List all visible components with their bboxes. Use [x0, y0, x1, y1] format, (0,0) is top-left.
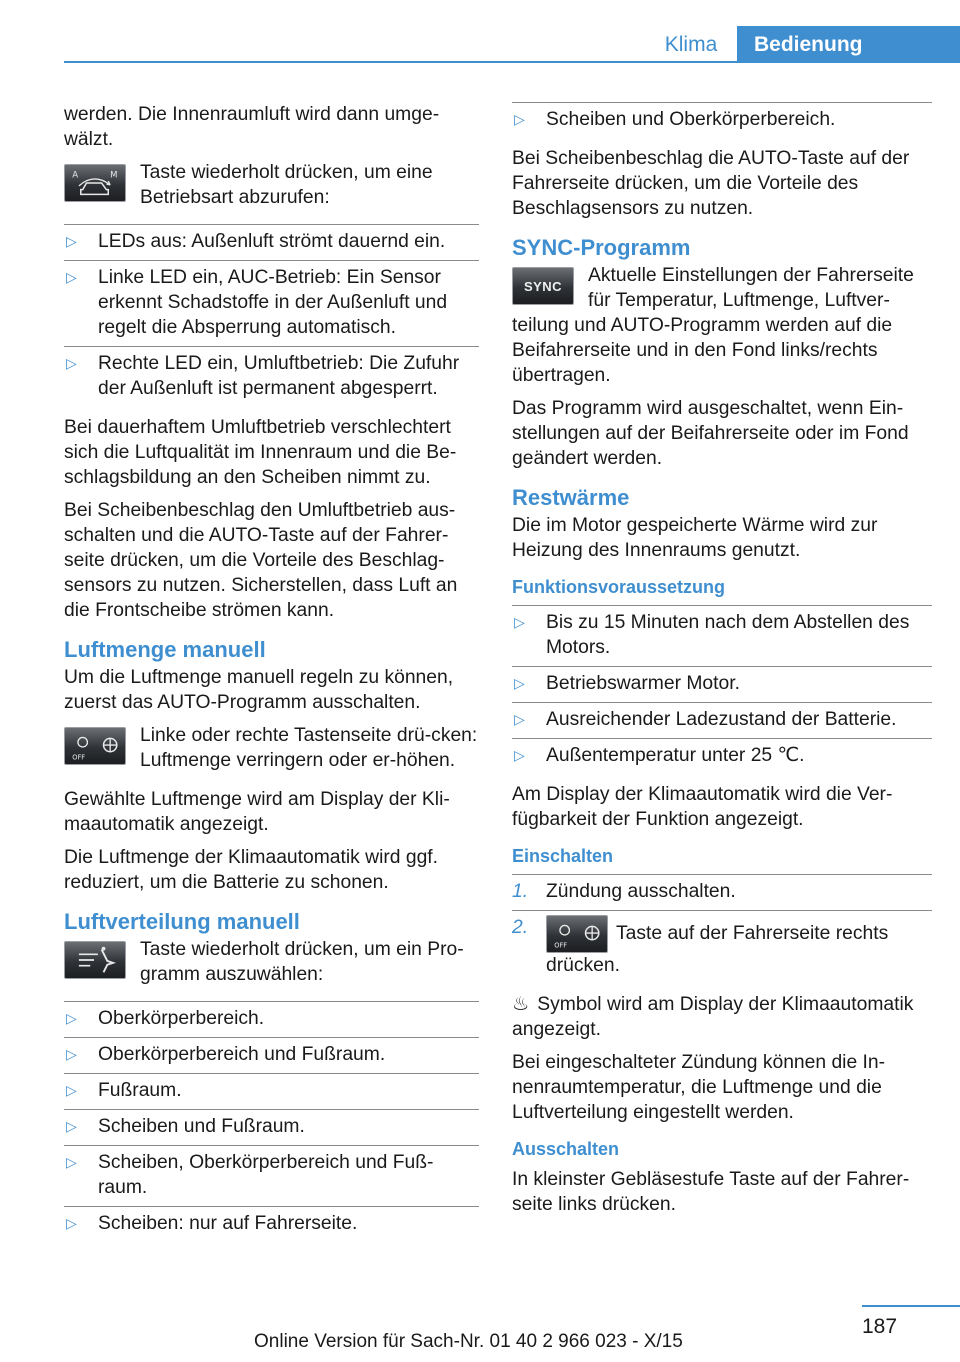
list-bullet-triangle-icon: ▷ [514, 711, 525, 727]
list-item: ▷ Betriebswarmer Motor. [512, 666, 932, 702]
svg-text:OFF: OFF [554, 941, 568, 950]
list-item: ▷ Bis zu 15 Minuten nach dem Abstellen des Motors. [512, 605, 932, 666]
footer-rule [862, 1305, 960, 1307]
steps-list [512, 874, 932, 984]
heading-luftmenge: Luftmenge manuell [64, 637, 266, 662]
list-item: ▷ Rechte LED ein, Umluftbetrieb: Die Zufuhr der Außenluft ist permanent abgesperrt. [64, 346, 479, 407]
list-item: ▷ Scheiben und Fußraum. [64, 1109, 479, 1145]
list-item: ▷ LEDs aus: Außenluft strömt dauernd ein. [64, 224, 479, 260]
list-bullet-triangle-icon: ▷ [514, 614, 525, 630]
fan-button-icon [64, 727, 126, 765]
footer-text: Online Version für Sach-Nr. 01 40 2 966 023 - X/15 [254, 1331, 683, 1352]
paragraph: Bei dauerhaftem Umluftbetrieb verschlechtert sich die Luftqualität im Innenraum und die Be‐schlagsbildung an den Scheiben nimmt zu. [64, 417, 457, 488]
distribution-instruction [64, 937, 479, 987]
sync-button-icon [512, 267, 574, 305]
heading-luftverteilung: Luftverteilung manuell [64, 909, 300, 934]
step-number: 1. [512, 881, 529, 902]
paragraph: Aktuelle Einstellungen der Fahrerseite für Temperatur, Luftmenge, Luftver‐teilung und AUTO-Programm werden auf die Beifahrerseite und in den Fond links/rechts übertragen. [512, 265, 914, 386]
distribution-list-continued [512, 102, 932, 138]
svg-text:OFF: OFF [72, 753, 86, 762]
list-bullet-triangle-icon: ▷ [66, 1010, 77, 1026]
svg-text:A: A [72, 170, 79, 181]
paragraph: Die Luftmenge der Klimaautomatik wird ggf. reduziert, um die Batterie zu schonen. [64, 847, 439, 893]
heading-ausschalten: Ausschalten [512, 1139, 620, 1159]
list-bullet-triangle-icon: ▷ [66, 1118, 77, 1134]
paragraph: Die im Motor gespeicherte Wärme wird zur Heizung des Innenraums genutzt. [512, 515, 878, 561]
right-column [512, 102, 932, 1225]
paragraph: In kleinster Gebläsestufe Taste auf der Fahrer‐seite links drücken. [512, 1169, 910, 1215]
paragraph: Taste wiederholt drücken, um ein Pro‐gramm auszuwählen: [140, 939, 464, 985]
list-item: ▷ Scheiben, Oberkörperbereich und Fuß‐raum. [64, 1145, 479, 1206]
sync-instruction [512, 263, 932, 388]
heading-sync: SYNC-Programm [512, 235, 691, 260]
heat-symbol-icon: ♨ [512, 994, 530, 1015]
list-bullet-triangle-icon: ▷ [514, 675, 525, 691]
paragraph: Bei Scheibenbeschlag die AUTO-Taste auf der Fahrerseite drücken, um die Vorteile des Beschlagsensors zu nutzen. [512, 148, 910, 219]
step-item: 1. Zündung ausschalten. [512, 874, 932, 910]
paragraph: Bei Scheibenbeschlag den Umluftbetrieb aus‐schalten und die AUTO-Taste auf der Fahrer‐seite drücken, um die Vorteile des Beschlag‐sensors zu nutzen. Sicherstellen, dass Luft an die Frontscheibe strömen kann. [64, 500, 458, 621]
header-rule [64, 61, 960, 63]
list-bullet-triangle-icon: ▷ [66, 1082, 77, 1098]
paragraph: Um die Luftmenge manuell regeln zu können, zuerst das AUTO-Programm ausschalten. [64, 667, 454, 713]
list-item: ▷ Scheiben: nur auf Fahrerseite. [64, 1206, 479, 1242]
heading-funktionsvoraussetzung: Funktionsvoraussetzung [512, 577, 726, 597]
air-distribution-button-icon [64, 941, 126, 979]
list-bullet-triangle-icon: ▷ [66, 355, 77, 371]
paragraph: Taste wiederholt drücken, um eine Betriebsart abzurufen: [140, 162, 433, 208]
list-bullet-triangle-icon: ▷ [66, 269, 77, 285]
list-item: ▷ Oberkörperbereich und Fußraum. [64, 1037, 479, 1073]
list-bullet-triangle-icon: ▷ [514, 111, 525, 127]
left-column [64, 102, 479, 1250]
list-bullet-triangle-icon: ▷ [66, 1215, 77, 1231]
list-bullet-triangle-icon: ▷ [66, 233, 77, 249]
page-number: 187 [862, 1315, 898, 1338]
paragraph: Am Display der Klimaautomatik wird die Ver‐fügbarkeit der Funktion angezeigt. [512, 784, 893, 830]
paragraph: ♨ Symbol wird am Display der Klimaautomatik angezeigt. [512, 994, 914, 1040]
recirculation-instruction [64, 160, 479, 210]
tab-bedienung: Bedienung [737, 26, 960, 63]
fan-button-icon [546, 915, 608, 953]
paragraph: Gewählte Luftmenge wird am Display der Kli‐maautomatik angezeigt. [64, 789, 450, 835]
list-bullet-triangle-icon: ▷ [66, 1154, 77, 1170]
list-item: ▷ Linke LED ein, AUC-Betrieb: Ein Sensor erkennt Schadstoffe in der Außenluft und regelt die Absperrung automatisch. [64, 260, 479, 346]
mode-list [64, 224, 479, 407]
paragraph: werden. Die Innenraumluft wird dann umge‐wälzt. [64, 104, 440, 150]
heading-einschalten: Einschalten [512, 846, 614, 866]
paragraph: Linke oder rechte Tastenseite drü‐cken: Luftmenge verringern oder er‐höhen. [140, 725, 478, 771]
requirements-list [512, 605, 932, 774]
paragraph: Das Programm wird ausgeschaltet, wenn Ein‐stellungen auf der Beifahrerseite oder im Fond geändert werden. [512, 398, 909, 469]
recirculation-button-icon [64, 164, 126, 202]
list-item: ▷ Oberkörperbereich. [64, 1001, 479, 1037]
list-item: ▷ Ausreichender Ladezustand der Batterie. [512, 702, 932, 738]
svg-text:M: M [110, 170, 118, 181]
list-item: ▷ Fußraum. [64, 1073, 479, 1109]
distribution-list [64, 1001, 479, 1242]
step-item [512, 910, 932, 984]
list-item: ▷ Außentemperatur unter 25 ℃. [512, 738, 932, 774]
sync-button-label: SYNC [523, 278, 563, 294]
step-text: Taste auf der Fahrerseite rechts drücken. [546, 923, 889, 976]
paragraph: Bei eingeschalteter Zündung können die In‐nenraumtemperatur, die Luftmenge und die Luftverteilung eingestellt werden. [512, 1052, 886, 1123]
list-bullet-triangle-icon: ▷ [66, 1046, 77, 1062]
list-bullet-triangle-icon: ▷ [514, 747, 525, 763]
list-item: ▷ Scheiben und Oberkörperbereich. [512, 102, 932, 138]
tab-klima: Klima [664, 33, 718, 56]
step-number: 2. [512, 917, 529, 938]
heading-restwaerme: Restwärme [512, 485, 630, 510]
fan-instruction [64, 723, 479, 773]
